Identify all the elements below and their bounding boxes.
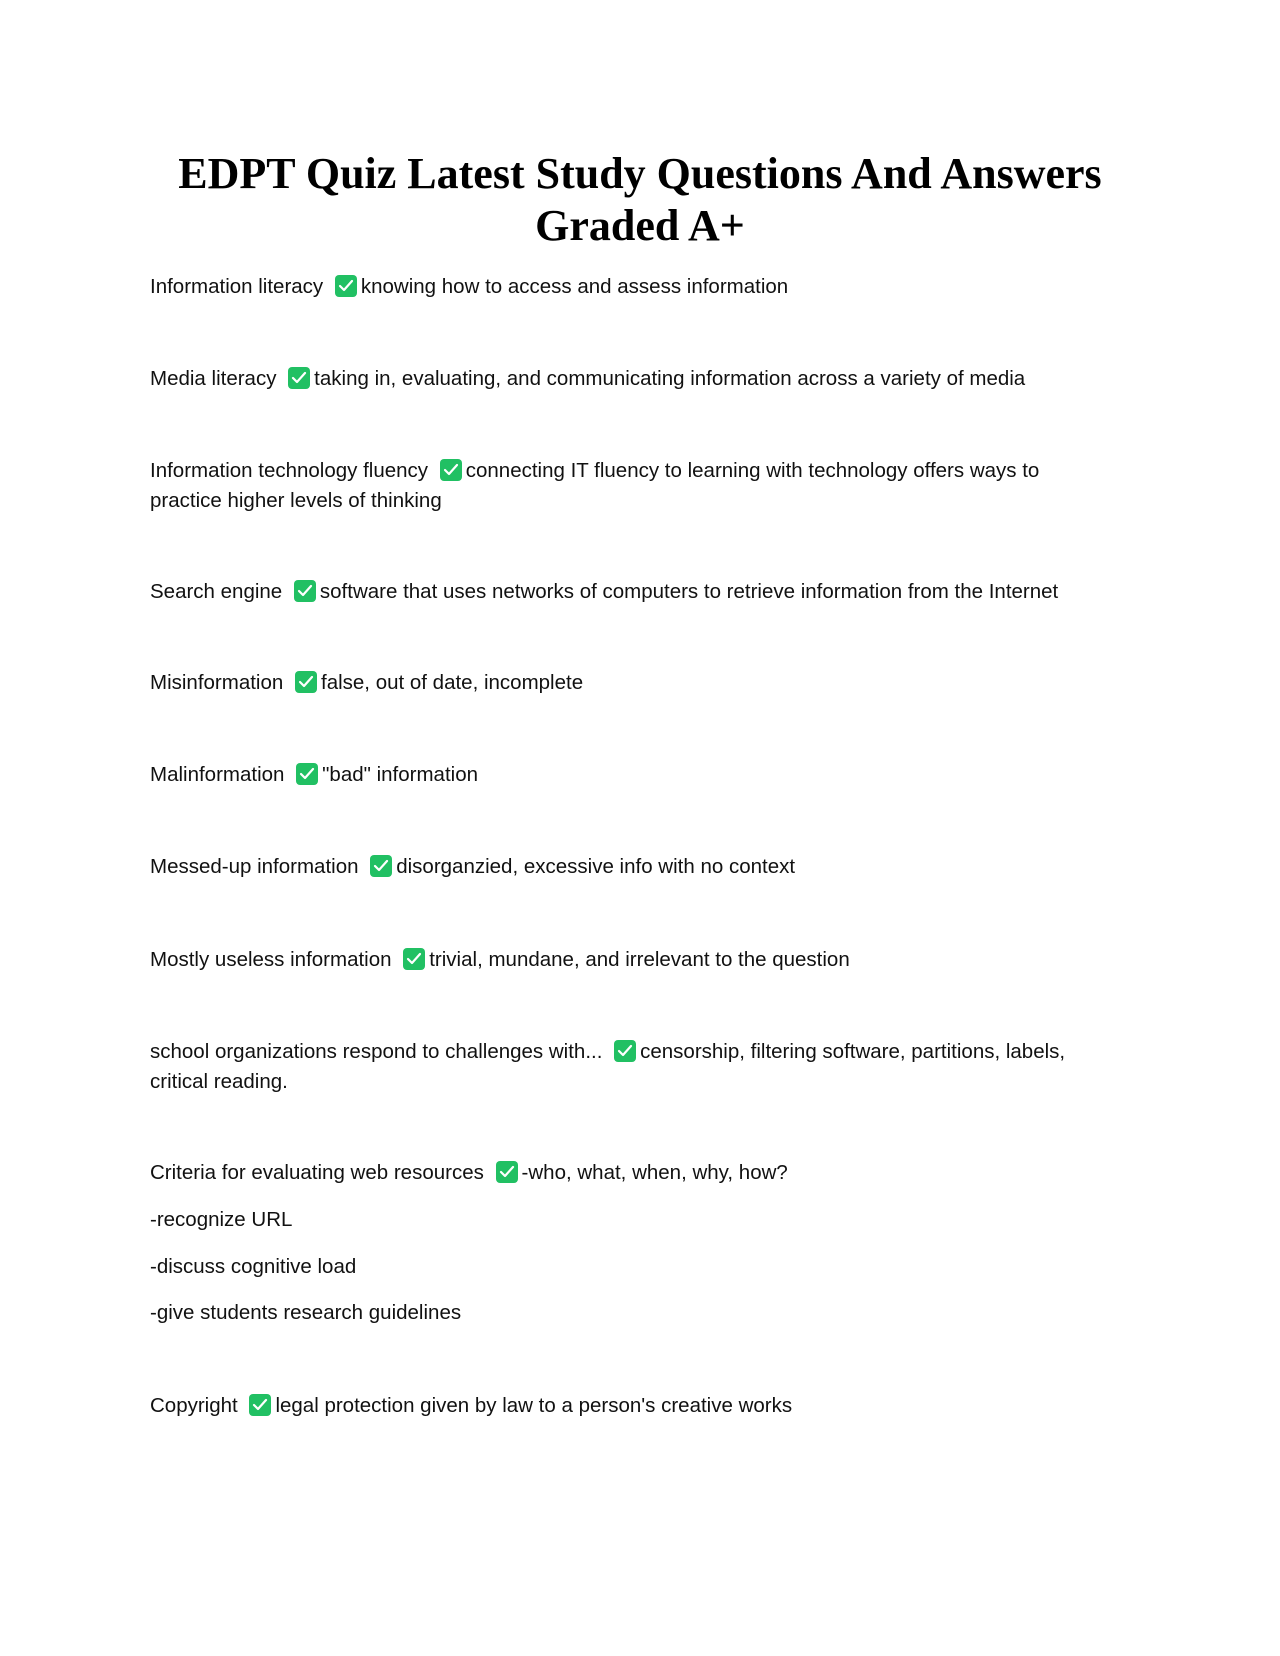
document-title: EDPT Quiz Latest Study Questions And Answers Graded A+ xyxy=(178,149,1102,250)
entry-definition: knowing how to access and assess information xyxy=(360,275,789,298)
check-mark-icon xyxy=(288,367,310,389)
qa-entry xyxy=(150,364,1110,394)
check-mark-icon xyxy=(614,1040,636,1062)
entry-term: Information literacy xyxy=(150,275,329,298)
entry-definition: software that uses networks of computers to retrieve information from the Internet xyxy=(319,580,1059,603)
entry-definition: disorganzied, excessive info with no context xyxy=(396,855,796,878)
entry-term: Search engine xyxy=(150,580,288,603)
entry-definition: -who, what, when, why, how? xyxy=(521,1161,788,1184)
check-mark-icon xyxy=(296,763,318,785)
check-mark-icon xyxy=(335,275,357,297)
qa-entry xyxy=(150,577,1110,607)
check-mark-icon xyxy=(295,671,317,693)
entry-definition: connecting IT fluency to learning with technology offers ways to practice higher levels of thinking xyxy=(150,459,1040,512)
qa-entry xyxy=(150,945,1110,975)
entry-definition: trivial, mundane, and irrelevant to the question xyxy=(429,948,850,971)
entry-definition: taking in, evaluating, and communicating information across a variety of media xyxy=(314,367,1026,390)
qa-entry xyxy=(150,1158,1110,1188)
qa-entry xyxy=(150,456,1110,516)
entry-definition: false, out of date, incomplete xyxy=(321,671,584,694)
entry-term: Criteria for evaluating web resources xyxy=(150,1161,490,1184)
qa-entry xyxy=(150,1037,1110,1097)
check-mark-icon xyxy=(496,1161,518,1183)
entry-term: Information technology fluency xyxy=(150,459,434,482)
qa-entry xyxy=(150,760,1110,790)
check-mark-icon xyxy=(403,948,425,970)
entry-extra-line: -discuss cognitive load xyxy=(150,1255,357,1278)
check-mark-icon xyxy=(440,459,462,481)
entry-definition: "bad" information xyxy=(322,763,479,786)
entry-term: Copyright xyxy=(150,1394,244,1417)
entry-extra-line: -recognize URL xyxy=(150,1208,293,1231)
check-mark-icon xyxy=(294,580,316,602)
entry-term: Misinformation xyxy=(150,671,289,694)
qa-entry xyxy=(150,668,1110,698)
entry-definition: censorship, filtering software, partitions, labels, critical reading. xyxy=(150,1040,1066,1093)
entry-term: Media literacy xyxy=(150,367,283,390)
entry-definition: legal protection given by law to a person's creative works xyxy=(275,1394,793,1417)
entry-term: Malinformation xyxy=(150,763,291,786)
check-mark-icon xyxy=(370,855,392,877)
check-mark-icon xyxy=(249,1394,271,1416)
entry-term: Messed-up information xyxy=(150,855,365,878)
entry-extra-line: -give students research guidelines xyxy=(150,1301,462,1324)
qa-entry xyxy=(150,272,1110,302)
qa-entry xyxy=(150,1391,1110,1421)
entry-term: school organizations respond to challenges with... xyxy=(150,1040,609,1063)
qa-entry xyxy=(150,852,1110,882)
entry-term: Mostly useless information xyxy=(150,948,398,971)
